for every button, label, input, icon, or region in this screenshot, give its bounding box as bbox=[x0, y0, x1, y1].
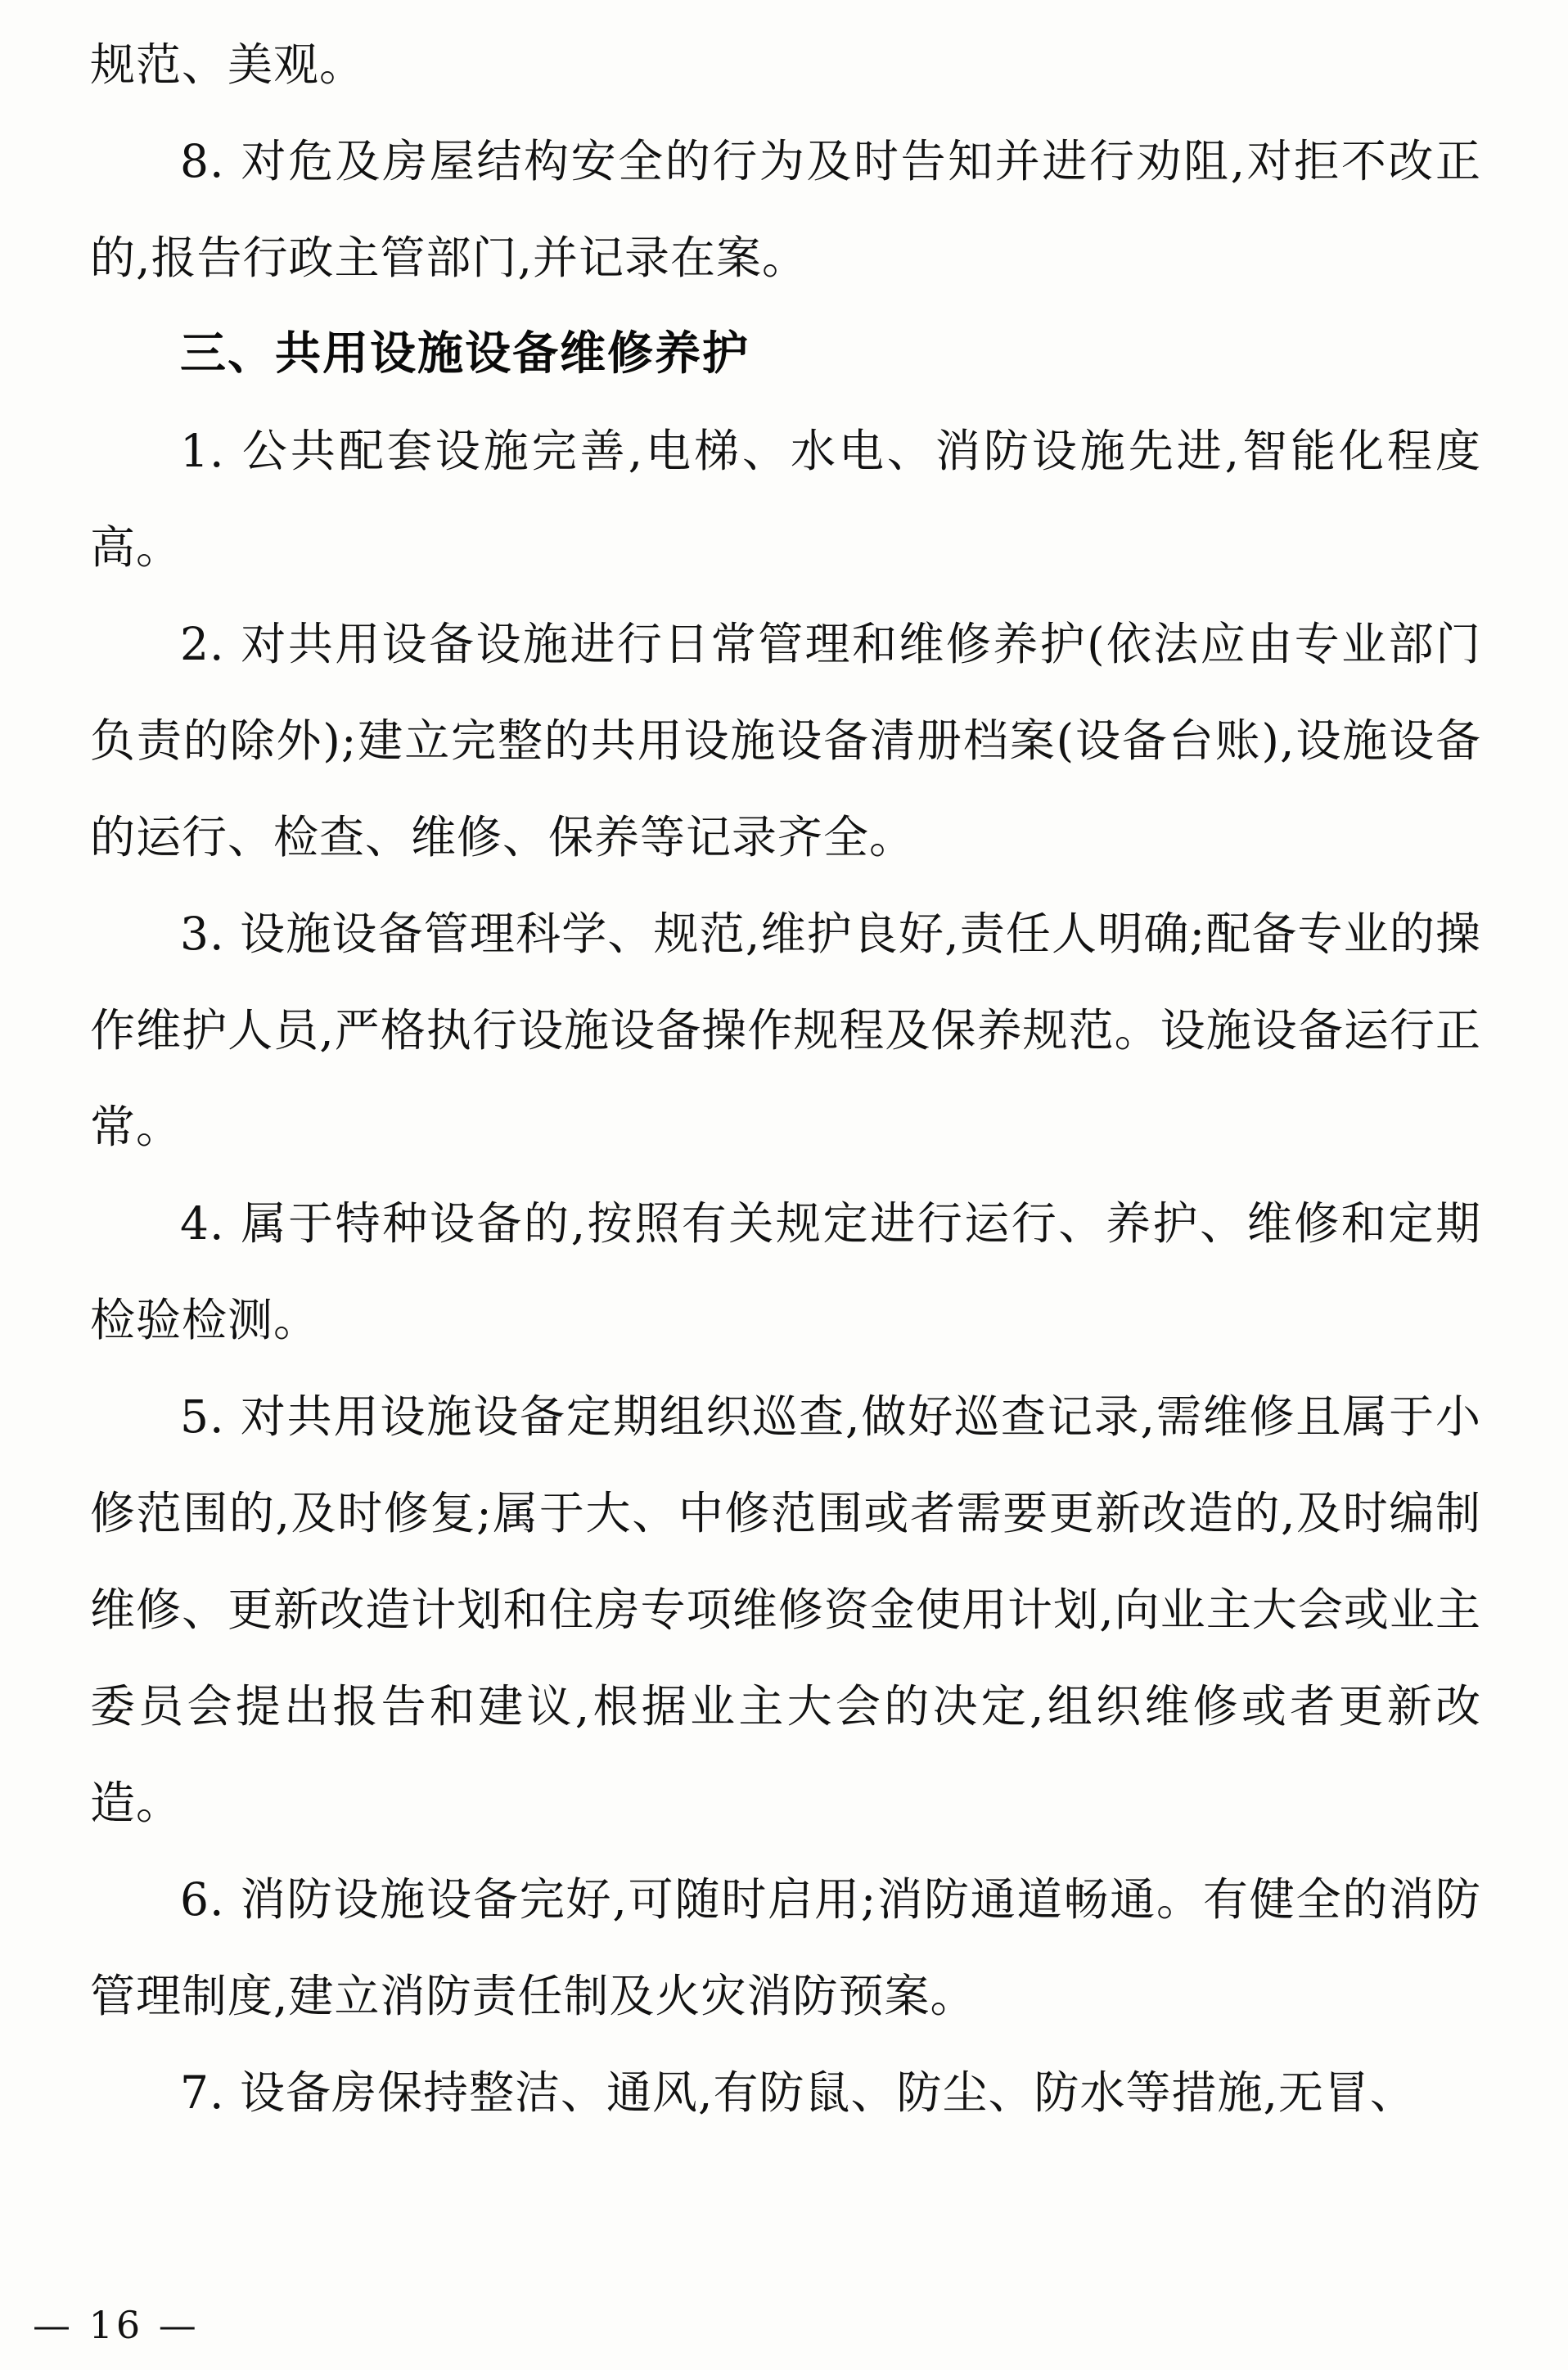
paragraph-item-2-8: 8. 对危及房屋结构安全的行为及时告知并进行劝阻,对拒不改正的,报告行政主管部门,并记录在案。 bbox=[90, 135, 1481, 284]
page-number: — 16 — bbox=[33, 2303, 200, 2347]
paragraph-item-3-6: 6. 消防设施设备完好,可随时启用;消防通道畅通。有健全的消防管理制度,建立消防责任制及火灾消防预案。 bbox=[90, 1873, 1481, 2022]
paragraph-item-3-2: 2. 对共用设备设施进行日常管理和维修养护(依法应由专业部门负责的除外);建立完整的共用设施设备清册档案(设备台账),设施设备的运行、检查、维修、保养等记录齐全。 bbox=[90, 618, 1481, 863]
paragraph-continued: 规范、美观。 bbox=[90, 38, 366, 91]
paragraph-item-3-4: 4. 属于特种设备的,按照有关规定进行运行、养护、维修和定期检验检测。 bbox=[90, 1197, 1481, 1346]
paragraph-item-3-7: 7. 设备房保持整洁、通风,有防鼠、防尘、防水等措施,无冒、 bbox=[180, 2066, 1416, 2119]
paragraph-item-3-1: 1. 公共配套设施完善,电梯、水电、消防设施先进,智能化程度高。 bbox=[90, 425, 1481, 574]
paragraph-item-3-5: 5. 对共用设施设备定期组织巡查,做好巡查记录,需维修且属于小修范围的,及时修复;属于大、中修范围或者需要更新改造的,及时编制维修、更新改造计划和住房专项维修资金使用计划,向业主大会或业主委员会提出报告和建议,根据业主大会的决定,组织维修或者更新改造。 bbox=[90, 1390, 1481, 1829]
page-content bbox=[90, 16, 1481, 2141]
section-heading-three: 三、共用设施设备维修养护 bbox=[180, 327, 750, 381]
paragraph-item-3-3: 3. 设施设备管理科学、规范,维护良好,责任人明确;配备专业的操作维护人员,严格执行设施设备操作规程及保养规范。设施设备运行正常。 bbox=[90, 908, 1481, 1153]
